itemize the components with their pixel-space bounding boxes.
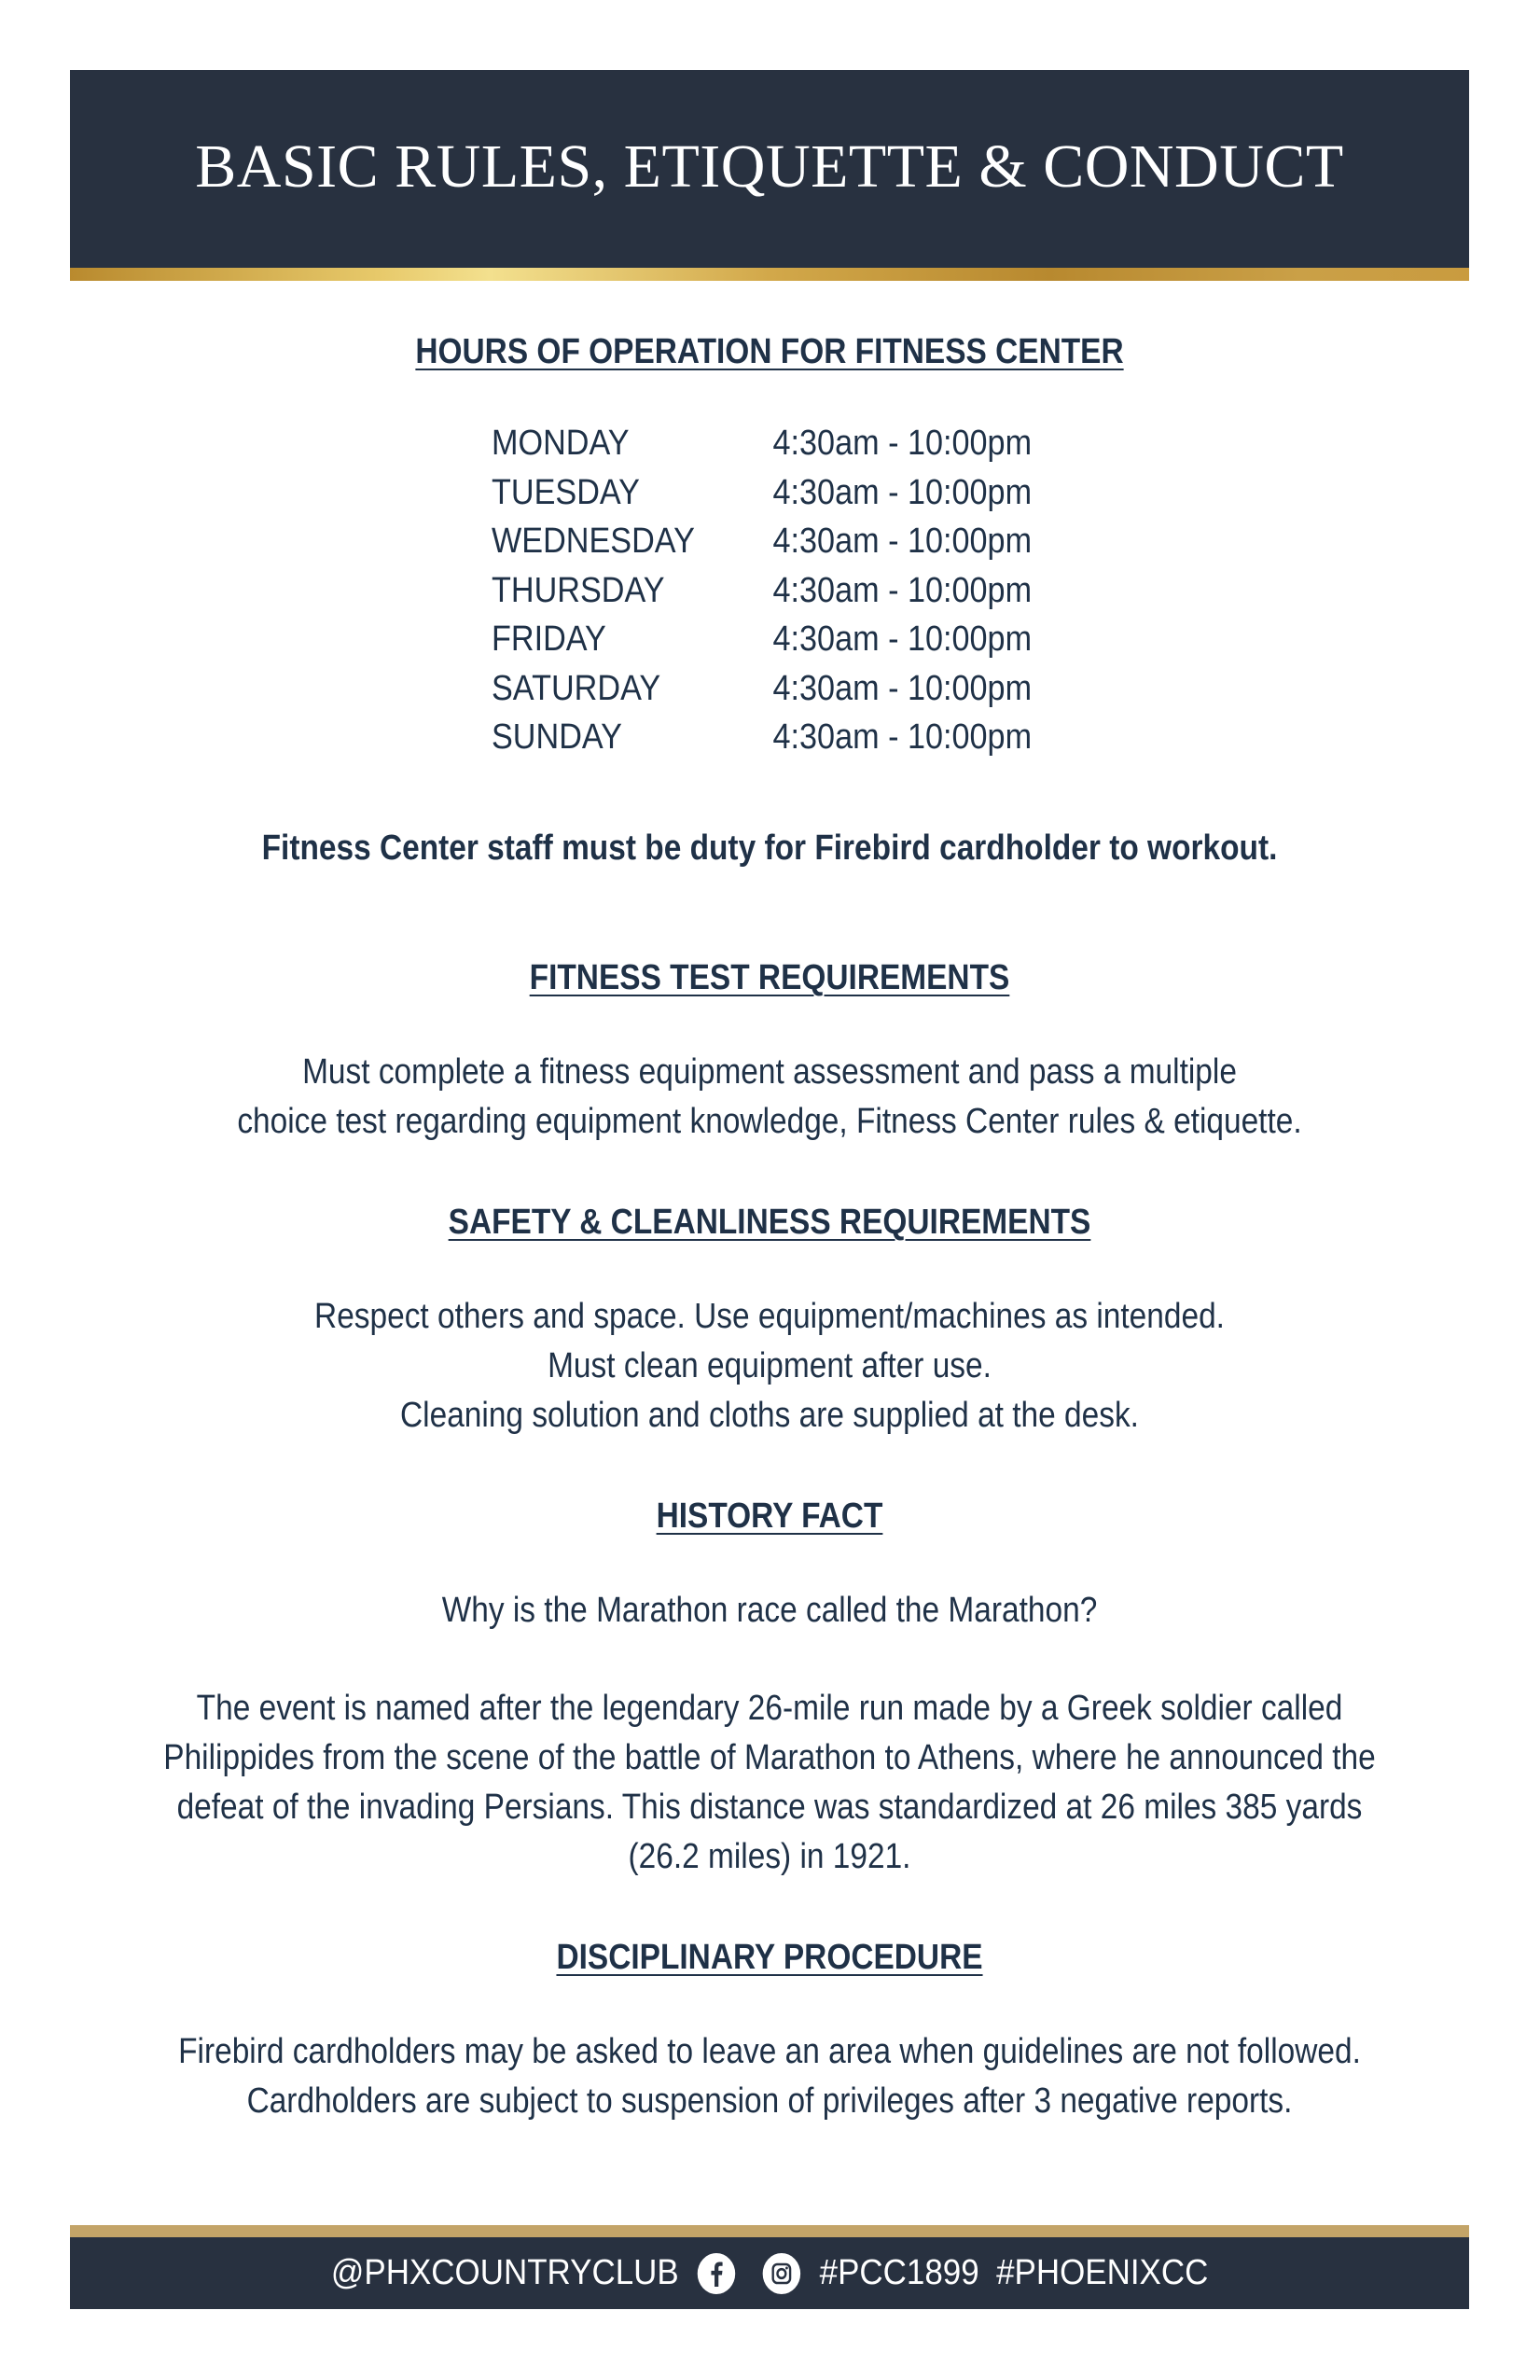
hours-time: 4:30am - 10:00pm: [772, 668, 1033, 708]
safety-heading: SAFETY & CLEANLINESS REQUIREMENTS: [448, 1203, 1091, 1242]
hours-day: WEDNESDAY: [492, 522, 695, 561]
discipline-heading: DISCIPLINARY PROCEDURE: [556, 1938, 983, 1977]
hours-heading: HOURS OF OPERATION FOR FITNESS CENTER: [415, 332, 1124, 371]
hashtag-phoenixcc[interactable]: #PHOENIXCC: [995, 2253, 1209, 2292]
hours-day: FRIDAY: [492, 619, 606, 659]
gold-divider-top: [70, 268, 1469, 281]
hours-time: 4:30am - 10:00pm: [772, 570, 1033, 610]
text-line: Cardholders are subject to suspension of privileges after 3 negative reports.: [246, 2081, 1293, 2121]
hours-time: 4:30am - 10:00pm: [772, 522, 1033, 561]
text-line: The event is named after the legendary 26-mile run made by a Greek soldier called: [196, 1689, 1343, 1728]
safety-text: [154, 1292, 1385, 1441]
text-line: Cleaning solution and cloths are supplied at the desk.: [400, 1396, 1139, 1435]
footer-social: [326, 2253, 1214, 2294]
discipline-text: [154, 2027, 1385, 2126]
text-line: choice test regarding equipment knowledge, Fitness Center rules & etiquette.: [237, 1102, 1302, 1141]
staff-notice: Fitness Center staff must be duty for Firebird cardholder to workout.: [261, 828, 1278, 868]
instagram-icon[interactable]: [763, 2253, 800, 2294]
facebook-icon[interactable]: [698, 2253, 735, 2294]
fitness-test-heading: FITNESS TEST REQUIREMENTS: [529, 958, 1010, 997]
hours-day: THURSDAY: [492, 570, 665, 610]
social-handle[interactable]: @PHXCOUNTRYCLUB: [330, 2253, 679, 2292]
hours-time: 4:30am - 10:00pm: [772, 472, 1033, 512]
hours-row: [492, 664, 1032, 714]
page-title: BASIC RULES, ETIQUETTE & CONDUCT: [195, 132, 1344, 201]
hours-day: MONDAY: [492, 424, 630, 463]
hours-table: [492, 419, 1032, 762]
hours-day: TUESDAY: [492, 472, 641, 512]
footer-bar: [70, 2237, 1469, 2309]
history-heading: HISTORY FACT: [656, 1496, 883, 1536]
text-line: Must clean equipment after use.: [548, 1346, 992, 1385]
hours-time: 4:30am - 10:00pm: [772, 717, 1033, 757]
hours-row: [492, 615, 1032, 664]
hours-row: [492, 713, 1032, 762]
hours-row: [492, 419, 1032, 468]
text-line: Why is the Marathon race called the Marathon?: [441, 1591, 1098, 1630]
history-question: [154, 1586, 1385, 1635]
hours-time: 4:30am - 10:00pm: [772, 424, 1033, 463]
hours-time: 4:30am - 10:00pm: [772, 619, 1033, 659]
text-line: Philippides from the scene of the battle of Marathon to Athens, where he announced the: [163, 1738, 1376, 1777]
hours-row: [492, 468, 1032, 518]
hours-row: [492, 517, 1032, 566]
header-banner: [70, 70, 1469, 268]
text-line: Must complete a fitness equipment assessment and pass a multiple: [302, 1052, 1237, 1092]
text-line: defeat of the invading Persians. This distance was standardized at 26 miles 385 yards: [176, 1788, 1363, 1827]
text-line: Firebird cardholders may be asked to leave an area when guidelines are not followed.: [178, 2032, 1361, 2071]
gold-divider-bottom: [70, 2225, 1469, 2237]
history-text: [154, 1684, 1385, 1882]
fitness-test-text: [154, 1048, 1385, 1147]
hours-day: SUNDAY: [492, 717, 622, 757]
text-line: (26.2 miles) in 1921.: [628, 1837, 911, 1876]
text-line: Respect others and space. Use equipment/machines as intended.: [314, 1297, 1225, 1336]
hours-day: SATURDAY: [492, 668, 661, 708]
hours-row: [492, 566, 1032, 616]
hashtag-pcc1899[interactable]: #PCC1899: [819, 2253, 979, 2292]
